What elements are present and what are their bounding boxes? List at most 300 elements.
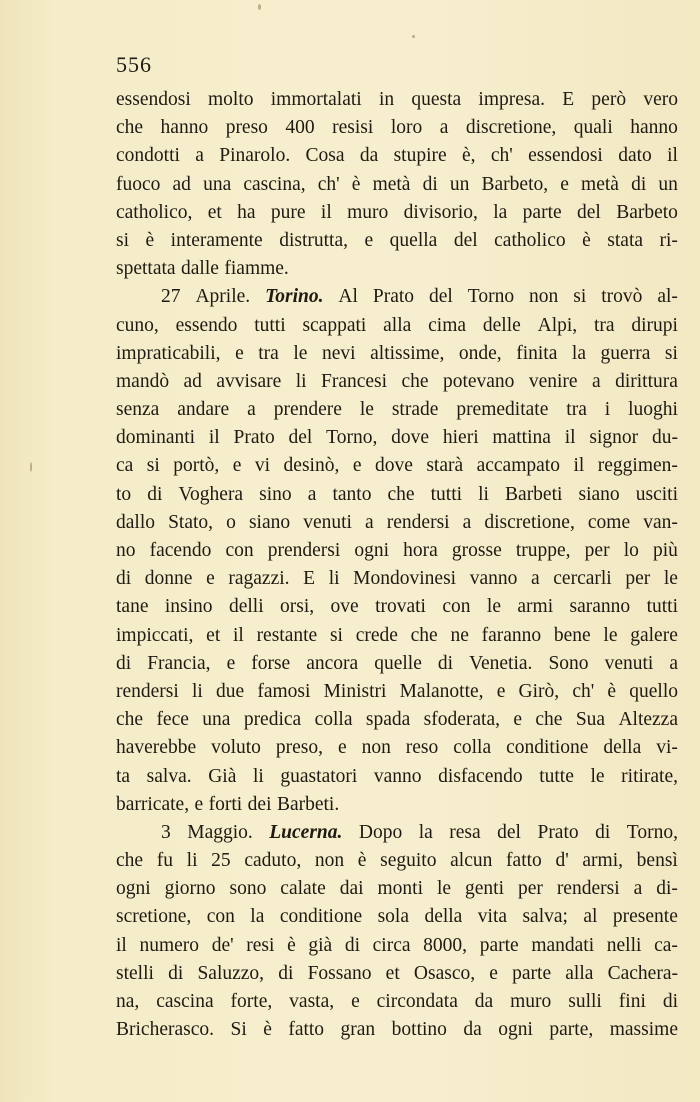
word: le (603, 624, 618, 646)
word: si (329, 624, 343, 646)
word: del (577, 201, 601, 223)
word: signor (589, 427, 639, 449)
word: da (359, 145, 379, 167)
text-line (116, 368, 678, 396)
word: non (361, 737, 391, 759)
word: fini (618, 991, 646, 1012)
word: senza (116, 399, 160, 421)
word: alla (383, 314, 412, 336)
word: li (186, 850, 198, 872)
word: alla (565, 962, 594, 984)
word: due (216, 680, 245, 702)
word: preso, (275, 737, 323, 759)
text-line (116, 791, 678, 819)
word: il (320, 201, 332, 223)
word: che (116, 117, 144, 139)
word: questa (411, 89, 462, 110)
word: accampato (476, 455, 560, 477)
word: mandò (116, 370, 170, 392)
word: Torino. (265, 286, 324, 308)
word: la (418, 821, 433, 843)
text-line (116, 734, 678, 762)
word: fiamme. (224, 258, 289, 280)
word: forte, (230, 991, 273, 1012)
ink-speck (258, 4, 261, 10)
word: Malanotte, (399, 680, 484, 702)
word: resa (449, 821, 481, 843)
word: però (591, 89, 627, 110)
word: Altezza (618, 709, 678, 731)
word: lo (623, 540, 639, 561)
word: colla (453, 737, 492, 759)
word: strade (391, 399, 439, 421)
word: du- (651, 427, 678, 449)
word: bensì (636, 850, 678, 872)
word: ritirate, (621, 765, 678, 787)
word: E (303, 568, 316, 590)
word: tra (593, 314, 615, 336)
word: tane (116, 596, 149, 618)
word: preso (225, 117, 268, 139)
word: Torno, (626, 821, 678, 843)
word: resisi (332, 117, 374, 139)
word: a (633, 878, 643, 900)
word: già (308, 934, 333, 956)
word: spettata (116, 258, 176, 280)
word: guerra (600, 342, 651, 364)
word: fece (156, 709, 189, 731)
word: dirittura (615, 370, 678, 392)
word: Lucerna. (269, 821, 343, 843)
word: a (531, 568, 540, 590)
word: nelli (606, 934, 642, 956)
word: e (194, 793, 204, 815)
word: parte, (549, 1019, 594, 1041)
word: ri- (659, 229, 678, 251)
text-line (116, 396, 678, 424)
word: di (116, 652, 132, 674)
word: del (288, 427, 313, 449)
word: sono (229, 878, 267, 900)
word: Bricherasco. (116, 1019, 214, 1041)
word: stupire (393, 145, 447, 167)
word: tutti (254, 314, 286, 336)
word: pure (270, 201, 306, 223)
word: Aprile. (195, 286, 251, 308)
word: quelle (374, 652, 422, 674)
word: premeditate (456, 399, 549, 421)
word: ch' (572, 680, 595, 702)
word: il (232, 624, 244, 646)
word: orsi, (280, 596, 315, 618)
word: essendosi (528, 145, 603, 167)
word: è (263, 1019, 272, 1041)
word: stata (607, 229, 644, 251)
text-line (116, 114, 678, 142)
word: le (436, 878, 452, 900)
word: le (590, 765, 605, 787)
word: impraticabili, (116, 342, 221, 364)
word: metà (372, 173, 411, 195)
word: forti (208, 793, 243, 815)
word: tutti (646, 596, 678, 618)
text-line (116, 960, 678, 988)
word: 8000, (423, 934, 468, 956)
word: bottino (391, 1019, 447, 1041)
word: Osasco, (413, 962, 476, 984)
text-line (116, 650, 678, 678)
word: hieri (442, 427, 479, 449)
word: tanto (332, 483, 372, 505)
word: li (478, 483, 489, 505)
word: disfacendo (438, 765, 523, 787)
word: saranno (569, 596, 631, 618)
word: vanno (469, 568, 518, 590)
word: che (535, 709, 563, 731)
word: Si (230, 1019, 247, 1041)
word: Già (208, 765, 237, 787)
word: circondata (376, 991, 458, 1012)
word: ogni (116, 878, 151, 900)
word: di (116, 568, 132, 590)
word: nevi (322, 342, 356, 364)
text-line (116, 312, 678, 340)
word: Venetia. (469, 652, 533, 674)
word: trovò (601, 286, 643, 308)
word: un (658, 173, 678, 195)
word: Pinarolo. (219, 145, 291, 167)
word: na, (116, 991, 140, 1012)
word: Ministri (323, 680, 387, 702)
word: spada (365, 709, 411, 731)
word: sulli (568, 991, 602, 1012)
word: la (493, 201, 508, 223)
word: ragazzi. (228, 568, 290, 590)
word: di (662, 991, 678, 1012)
word: con (225, 540, 254, 561)
word: a (247, 399, 256, 421)
word: sola (377, 906, 409, 928)
text-line (116, 171, 678, 199)
dateline-torino (116, 283, 678, 311)
word: è (582, 229, 591, 251)
word: Francia, (147, 652, 211, 674)
page-number: 556 (116, 52, 152, 77)
word: scretione, (116, 906, 192, 928)
word: catholico, (116, 201, 193, 223)
word: conditione (506, 737, 589, 759)
word: molto (207, 89, 254, 110)
word: delli (228, 596, 264, 618)
word: Saluzzo, (197, 962, 265, 984)
word: quello (629, 680, 678, 702)
word: starà (426, 455, 464, 477)
word: vi- (656, 737, 678, 759)
word: a (462, 511, 472, 533)
word: impresa. (478, 89, 546, 110)
word: non (529, 286, 559, 308)
word: con (442, 596, 471, 618)
word: trovati (375, 596, 426, 618)
text-line (116, 199, 678, 227)
word: Torno (467, 286, 515, 308)
text-line (116, 142, 678, 170)
word: faranno (481, 624, 542, 646)
word: et (207, 201, 222, 223)
word: il (116, 934, 127, 956)
word: resi (246, 934, 275, 956)
word: siano (578, 483, 620, 505)
word: muro (347, 201, 389, 223)
word: a (439, 117, 449, 139)
text-line (116, 593, 678, 621)
word: in (378, 89, 395, 110)
word: impiccati, (116, 624, 194, 646)
word: Girò, (518, 680, 560, 702)
word: li (191, 680, 203, 702)
word: e (337, 737, 347, 759)
word: mandati (531, 934, 595, 956)
word: vi (254, 455, 271, 477)
text-line (116, 678, 678, 706)
word: ch' (490, 145, 513, 167)
word: voluto (211, 737, 261, 759)
page-text (116, 86, 678, 1044)
word: Stato, (168, 511, 214, 533)
word: conditione (279, 906, 363, 928)
word: onde, (458, 342, 502, 364)
word: catholico (494, 229, 566, 251)
word: essendo (175, 314, 238, 336)
word: al (583, 906, 598, 928)
word: è, (462, 145, 476, 167)
word: è (607, 680, 617, 702)
word: ad (172, 173, 191, 195)
word: restante (256, 624, 318, 646)
word: e (351, 991, 360, 1012)
text-line (116, 227, 678, 255)
word: cascina (156, 991, 214, 1012)
word: Maggio. (187, 821, 253, 843)
word: armi, (582, 850, 623, 872)
word: Sua (575, 709, 606, 731)
word: dalle (181, 258, 219, 280)
word: la (571, 342, 586, 364)
word: le (293, 342, 308, 364)
word: a (307, 483, 317, 505)
word: altissime, (370, 342, 445, 364)
word: il (667, 145, 678, 167)
word: guastatori (280, 765, 358, 787)
word: quella (389, 229, 438, 251)
word: prendersi (267, 540, 341, 561)
word: di (278, 962, 294, 984)
word: essendosi (116, 89, 191, 110)
word: una (202, 709, 231, 731)
text-line (116, 255, 678, 283)
word: cercarli (553, 568, 612, 590)
word: del (453, 229, 478, 251)
word: monti (377, 878, 424, 900)
word: tra (566, 399, 587, 421)
text-line (116, 424, 678, 452)
word: le (663, 568, 678, 590)
text-line (116, 903, 678, 931)
word: portò, (173, 455, 220, 477)
word: Alpi, (537, 314, 578, 336)
text-line (116, 86, 678, 114)
word: 3 (161, 821, 171, 843)
word: d' (555, 850, 569, 872)
word: a (195, 145, 204, 167)
word: per (517, 878, 543, 900)
word: dominanti (116, 427, 196, 449)
word: sfoderata, (423, 709, 500, 731)
word: si (664, 342, 678, 364)
word: Cachera- (607, 962, 678, 984)
text-line (116, 537, 678, 565)
word: Barbeto (616, 201, 678, 223)
word: da (474, 991, 494, 1012)
word: sino (259, 483, 292, 505)
word: andare (177, 399, 230, 421)
word: le (359, 399, 374, 421)
word: dallo (116, 511, 155, 533)
word: e (235, 342, 244, 364)
text-line (116, 509, 678, 537)
word: che (401, 370, 429, 392)
word: grosse (451, 540, 502, 561)
word: ca (116, 455, 134, 477)
word: stelli (116, 962, 154, 984)
word: più (652, 540, 678, 561)
word: seguito (380, 850, 437, 872)
word: a (365, 511, 374, 533)
word: ha (237, 201, 256, 223)
word: di (344, 934, 360, 956)
word: Torno, (326, 427, 378, 449)
word: usciti (635, 483, 678, 505)
word: fatto (288, 1019, 325, 1041)
word: reggimen- (597, 455, 678, 477)
word: et (385, 962, 400, 984)
word: come (587, 511, 631, 533)
word: rendersi (116, 680, 179, 702)
word: fuoco (116, 173, 161, 195)
word: discretione, (484, 511, 575, 533)
word: si (573, 286, 587, 308)
word: haverebbe (116, 737, 197, 759)
word: alcun (450, 850, 493, 872)
word: parte (512, 962, 552, 984)
word: il (208, 427, 220, 449)
word: ne (450, 624, 469, 646)
word: dei (247, 793, 272, 815)
word: distrutta, (279, 229, 349, 251)
word: Barbeti (505, 483, 563, 505)
word: ogni (498, 1019, 533, 1041)
word: predica (243, 709, 302, 731)
word: parte (522, 201, 562, 223)
word: ogni (354, 540, 390, 561)
word: Al (338, 286, 358, 308)
word: scappati (302, 314, 367, 336)
word: rendersi (556, 878, 620, 900)
word: un (449, 173, 470, 195)
word: fu (156, 850, 173, 872)
word: Barbeti. (276, 793, 340, 815)
word: le (486, 596, 501, 618)
text-line (116, 706, 678, 734)
word: e (513, 709, 523, 731)
word: del (429, 286, 453, 308)
word: gran (340, 1019, 376, 1041)
word: potevano (442, 370, 515, 392)
word: 27 (161, 286, 181, 308)
word: divisorio, (403, 201, 478, 223)
word: dove (374, 455, 413, 477)
word: il (573, 455, 585, 477)
word: Sono (548, 652, 589, 674)
word: al- (657, 286, 678, 308)
word: ta (116, 765, 131, 787)
word: e (364, 229, 374, 251)
word: cima (428, 314, 467, 336)
word: luoghi (628, 399, 678, 421)
word: dirupi (631, 314, 678, 336)
word: avvisare (216, 370, 282, 392)
word: Francesi (320, 370, 388, 392)
word: prendere (273, 399, 342, 421)
text-line (116, 1016, 678, 1044)
word: da (463, 1019, 482, 1041)
word: Fossano (307, 962, 372, 984)
word: finita (516, 342, 558, 364)
word: e (226, 652, 236, 674)
word: li (295, 370, 307, 392)
word: di (631, 173, 647, 195)
word: di (595, 821, 611, 843)
word: li (252, 765, 264, 787)
word: e (489, 962, 498, 984)
word: Prato (233, 427, 275, 449)
word: immortalati (270, 89, 362, 110)
word: tutti (430, 483, 463, 505)
text-line (116, 932, 678, 960)
word: si (146, 455, 160, 477)
word: è (287, 934, 296, 956)
word: genti (465, 878, 504, 900)
text-line (116, 988, 678, 1016)
word: facendo (149, 540, 212, 561)
word: desinò, (283, 455, 340, 477)
word: giorno (164, 878, 216, 900)
word: caduto, (244, 850, 302, 872)
word: a (669, 652, 678, 674)
word: donne (144, 568, 193, 590)
word: è (145, 229, 155, 251)
word: tutte (539, 765, 574, 787)
word: li (328, 568, 340, 590)
word: circa (372, 934, 411, 956)
word: di (147, 483, 163, 505)
word: per (625, 568, 651, 590)
word: i (604, 399, 611, 421)
word: vanno (373, 765, 422, 787)
word: è (351, 173, 361, 195)
word: rendersi (386, 511, 450, 533)
word: Voghera (178, 483, 244, 505)
